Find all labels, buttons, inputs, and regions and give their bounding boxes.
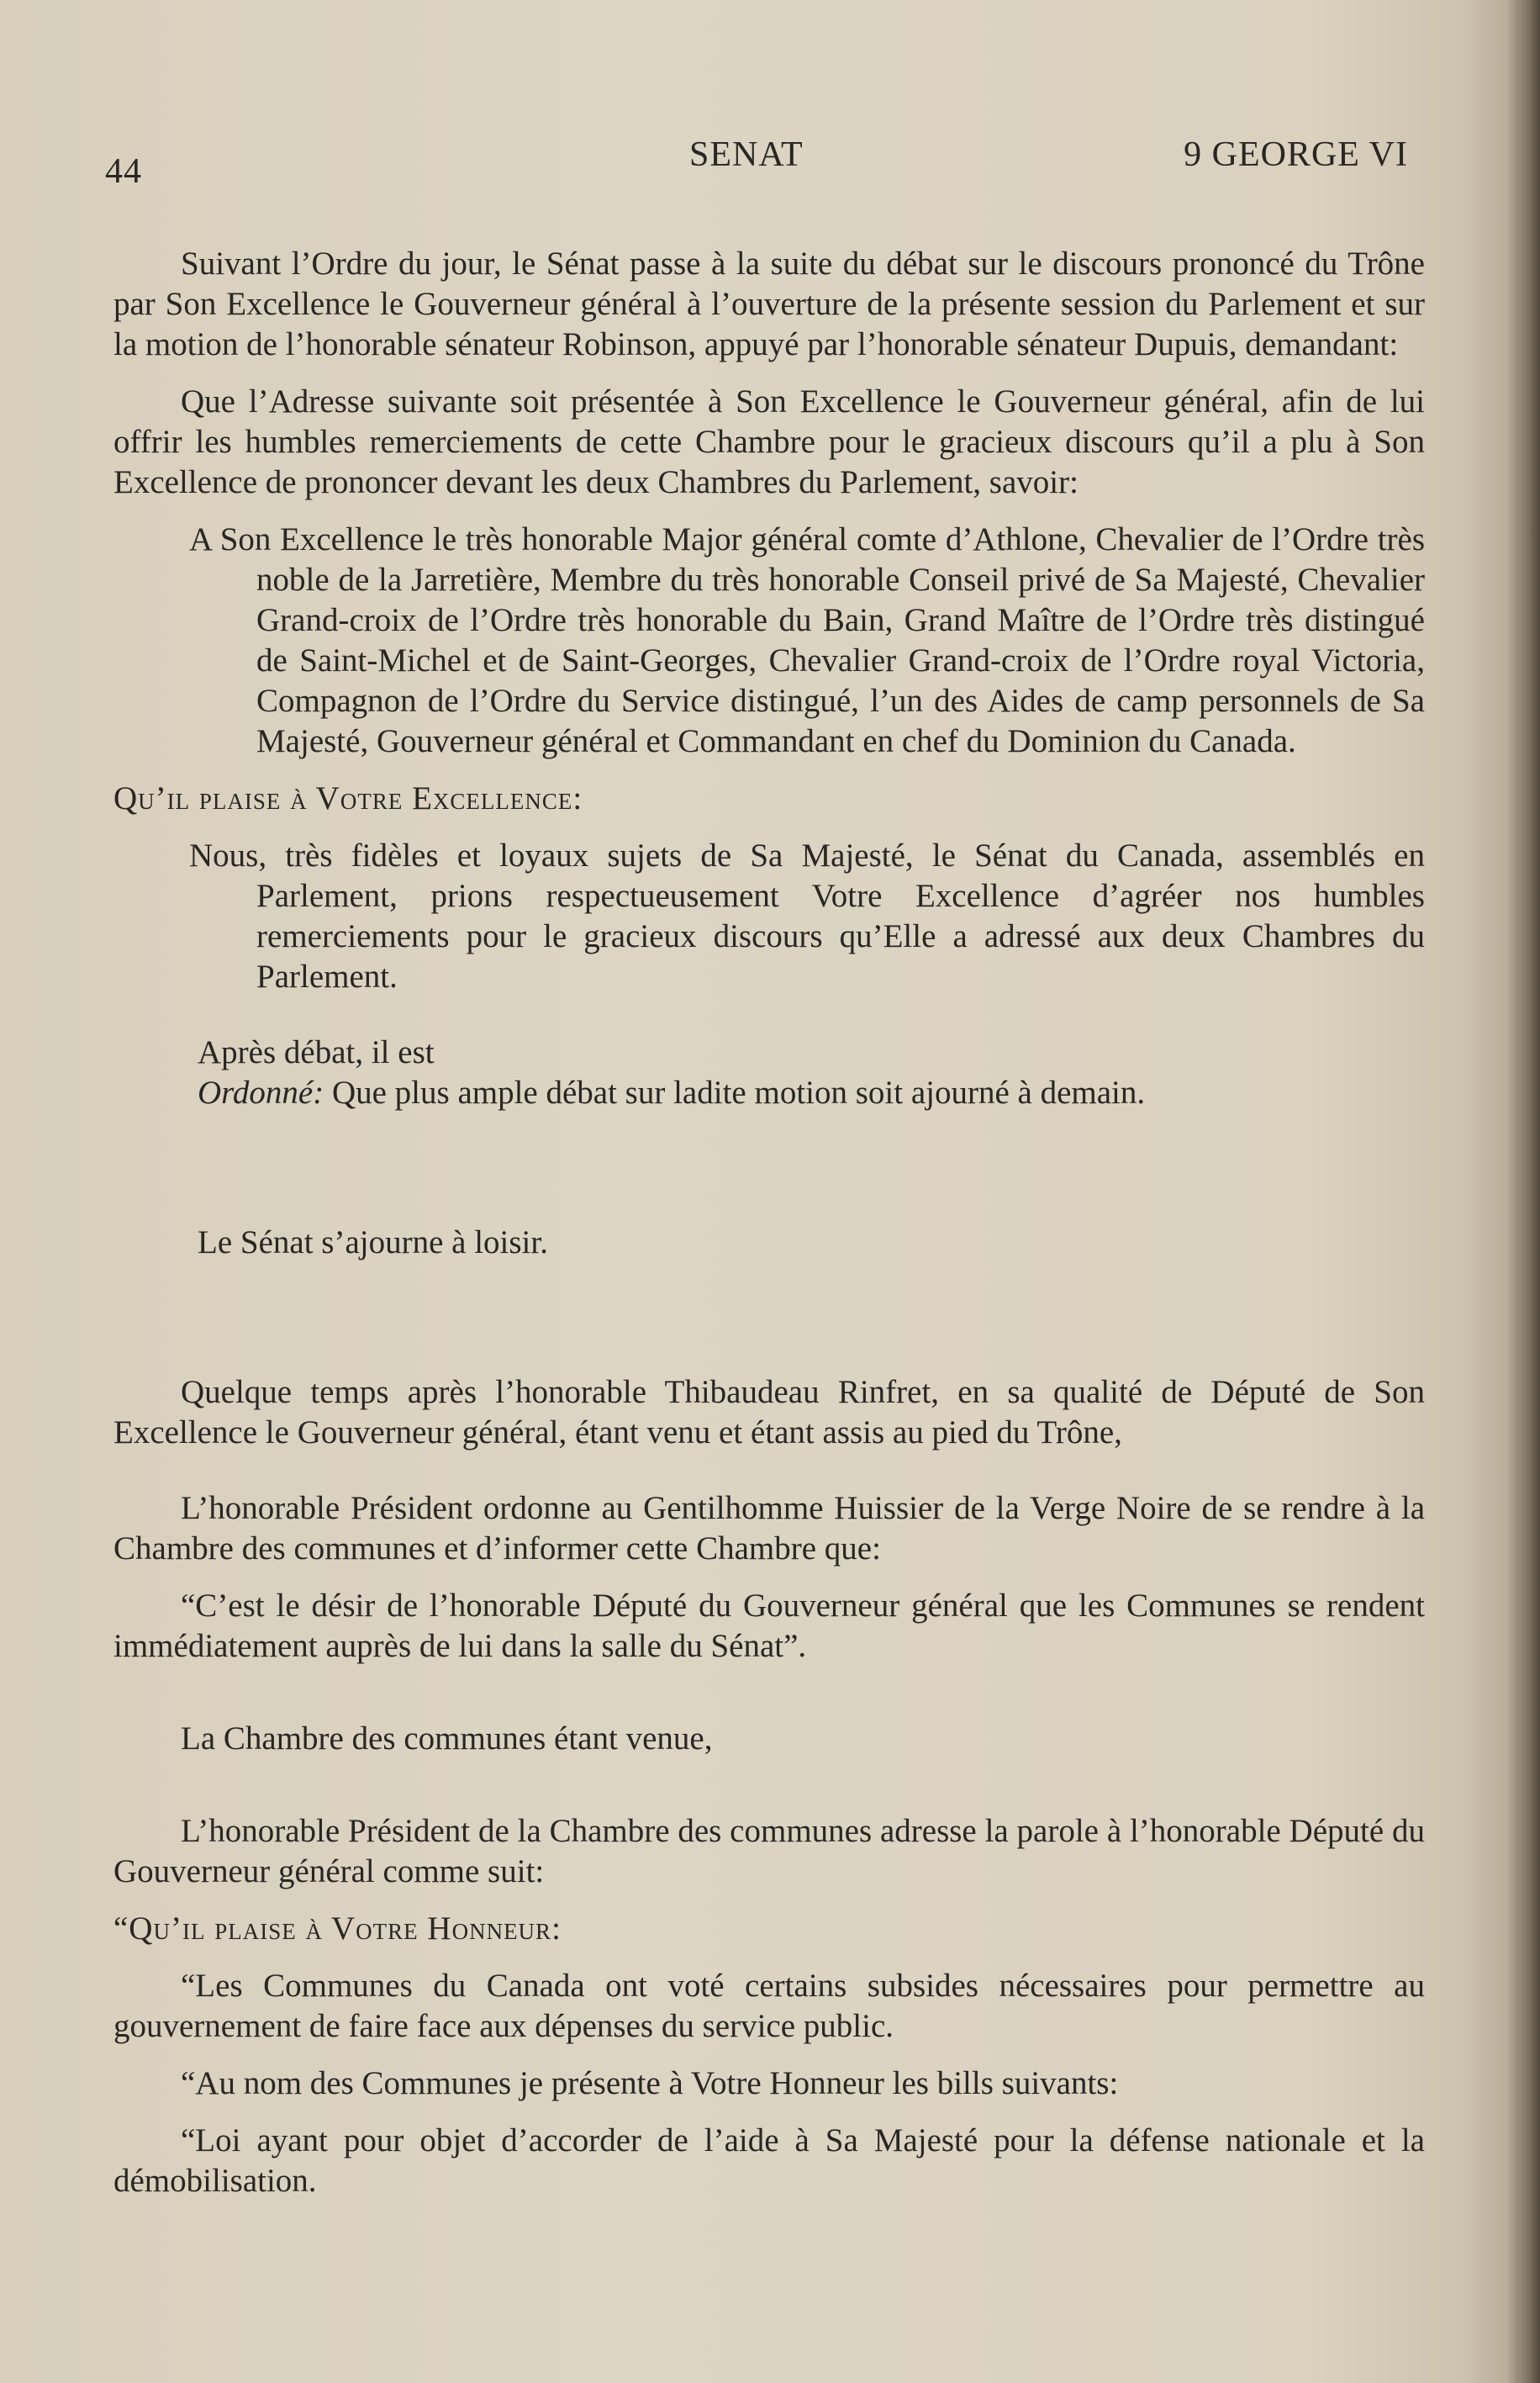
honneur-heading: “Qu’il plaise à Votre Honneur: [113, 1910, 562, 1947]
paragraph-nous: Nous, très fidèles et loyaux sujets de Sa Majesté, le Sénat du Canada, assemblés en Parlement, prions respectueusement Votre Excellence d’agréer nos humbles remerciements pour le gracieux discours qu’Elle a adressé aux deux Chambres du Parlement. [189, 837, 1425, 995]
paragraph-ordonne [113, 1073, 1425, 1113]
paragraph-excellence: A Son Excellence le très honorable Major général comte d’Athlone, Chevalier de l’Ordre très noble de la Jarretière, Membre du très honorable Conseil privé de Sa Majesté, Chevalier Grand-croix de l’Ordre très honorable du Bain, Grand Maître de l’Ordre très distingué de Saint-Michel et de Saint-Georges, Chevalier Grand-croix de l’Ordre royal Victoria, Compagnon de l’Ordre du Service distingué, l’un des Aides de camp personnels de Sa Majesté, Gouverneur général et Commandant en chef du Dominion du Canada. [189, 521, 1425, 759]
ordonne-text: Que plus ample débat sur ladite motion soit ajourné à demain. [331, 1075, 1146, 1111]
page-number: 44 [105, 152, 142, 191]
paragraph-bills: “Au nom des Communes je présente à Votre Honneur les bills suivants: [181, 2065, 1119, 2101]
page-edge-shadow [1506, 0, 1540, 2383]
paragraph-chambre-venue: La Chambre des communes étant venue, [181, 1720, 713, 1757]
page-body [113, 244, 1425, 2201]
header-reign: 9 GEORGE VI [1184, 135, 1408, 174]
ordonne-label: Ordonné: [198, 1075, 324, 1111]
running-header [105, 135, 1408, 191]
paragraph-quelque-temps: Quelque temps après l’honorable Thibaudeau Rinfret, en sa qualité de Député de Son Excellence le Gouverneur général, étant venu et étant assis au pied du Trône, [113, 1374, 1425, 1450]
paragraph-desir: “C’est le désir de l’honorable Député du Gouverneur général que les Communes se rendent immédiatement auprès de lui dans la salle du Sénat”. [113, 1588, 1425, 1664]
header-title: SENAT [689, 135, 804, 174]
paragraph-subsides: “Les Communes du Canada ont voté certains subsides nécessaires pour permettre au gouvernement de faire face aux dépenses du service public. [113, 1968, 1425, 2044]
paragraph-president-communes: L’honorable Président de la Chambre des communes adresse la parole à l’honorable Député du Gouverneur général comme suit: [113, 1813, 1425, 1889]
paragraph-ajourne: Le Sénat s’ajourne à loisir. [198, 1224, 548, 1260]
paragraph-loi: “Loi ayant pour objet d’accorder de l’aide à Sa Majesté pour la défense nationale et la démobilisation. [113, 2122, 1425, 2199]
paragraph-adresse: Que l’Adresse suivante soit présentée à Son Excellence le Gouverneur général, afin de lui offrir les humbles remerciements de cette Chambre pour le gracieux discours qu’il a plu à Son Excellence de prononcer devant les deux Chambres du Parlement, savoir: [113, 383, 1425, 500]
paragraph-apres-debat: Après débat, il est [198, 1034, 435, 1070]
paragraph-president-ordonne: L’honorable Président ordonne au Gentilhomme Huissier de la Verge Noire de se rendre à la Chambre des communes et d’informer cette Chambre que: [113, 1490, 1425, 1567]
address-heading: Qu’il plaise à Votre Excellence: [113, 780, 583, 816]
paragraph-ordre-du-jour: Suivant l’Ordre du jour, le Sénat passe à la suite du débat sur le discours prononcé du Trône par Son Excellence le Gouverneur général à l’ouverture de la présente session du Parlement et sur la motion de l’honorable sénateur Robinson, appuyé par l’honorable sénateur Dupuis, demandant: [113, 246, 1425, 362]
